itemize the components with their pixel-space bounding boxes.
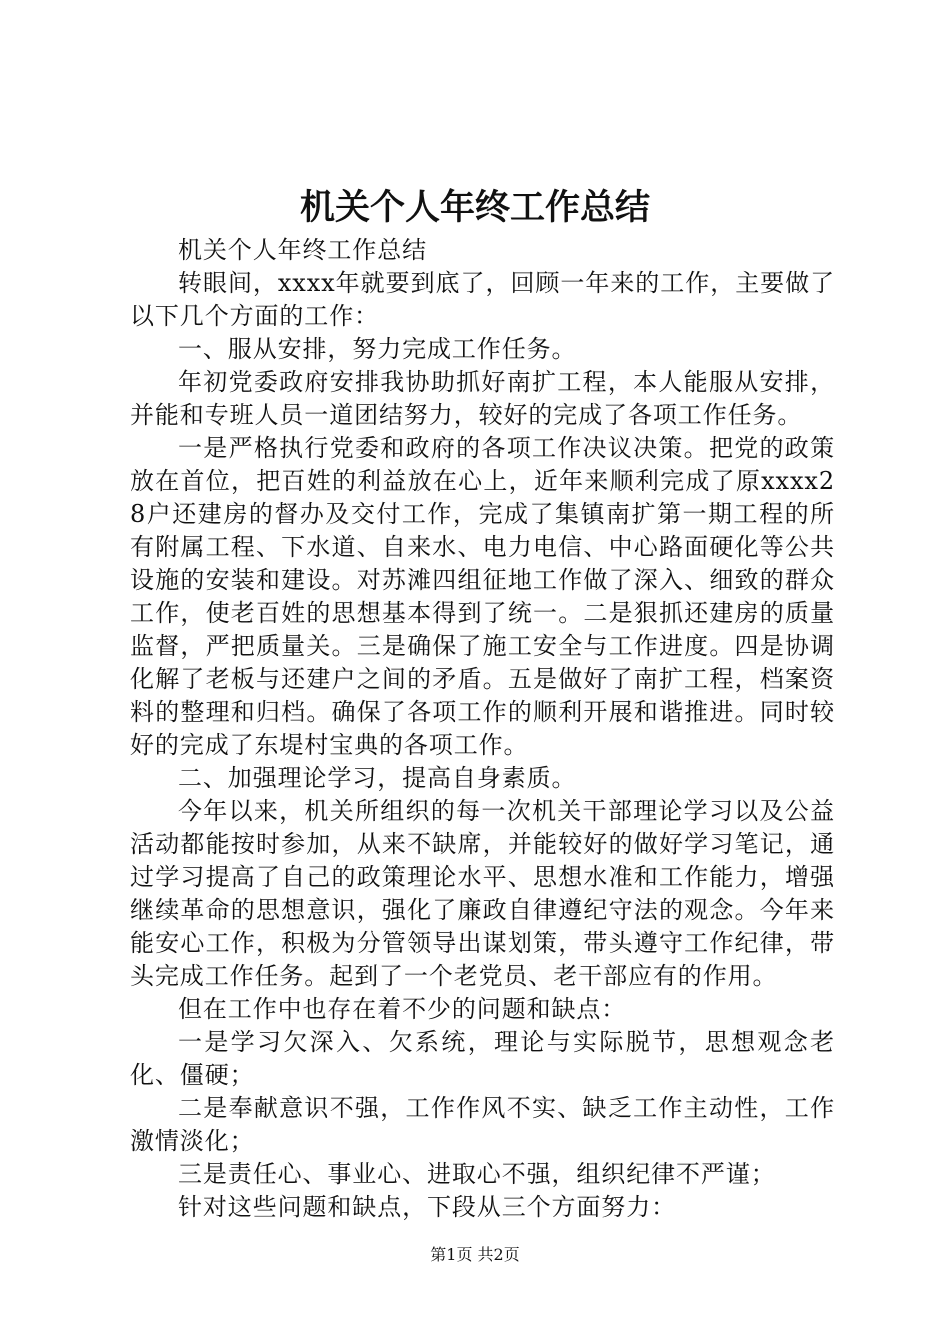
paragraph: 年初党委政府安排我协助抓好南扩工程，本人能服从安排，并能和专班人员一道团结努力，较好的完成了各项工作任务。 xyxy=(130,368,835,429)
paragraph: 机关个人年终工作总结 xyxy=(178,236,427,264)
list-item: 三是责任心、事业心、进取心不强，组织纪律不严谨； xyxy=(178,1160,776,1188)
page-footer: 第1页 共2页 xyxy=(430,1245,520,1264)
list-item: 一是学习欠深入、欠系统，理论与实际脱节，思想观念老化、僵硬； xyxy=(130,1028,835,1089)
paragraph: 转眼间，xxxx年就要到底了，回顾一年来的工作，主要做了以下几个方面的工作： xyxy=(130,269,835,330)
section-heading: 一、服从安排，努力完成工作任务。 xyxy=(178,335,577,363)
paragraph: 一是严格执行党委和政府的各项工作决议决策。把党的政策放在首位，把百姓的利益放在心上，近年来顺利完成了原xxxx28户还建房的督办及交付工作，完成了集镇南扩第一期工程的所有附属工程、下水道、自来水、电力电信、中心路面硬化等公共设施的安装和建设。对苏滩四组征地工作做了深入、细致的群众工作，使老百姓的思想基本得到了统一。二是狠抓还建房的质量监督，严把质量关。三是确保了施工安全与工作进度。四是协调化解了老板与还建户之间的矛盾。五是做好了南扩工程，档案资料的整理和归档。确保了各项工作的顺利开展和谐推进。同时较好的完成了东堤村宝典的各项工作。 xyxy=(130,434,835,759)
paragraph: 但在工作中也存在着不少的问题和缺点： xyxy=(178,995,627,1023)
paragraph: 针对这些问题和缺点，下段从三个方面努力： xyxy=(178,1193,676,1221)
document-body xyxy=(130,234,835,1224)
document-title: 机关个人年终工作总结 xyxy=(299,187,650,228)
paragraph: 今年以来，机关所组织的每一次机关干部理论学习以及公益活动都能按时参加，从来不缺席，并能较好的做好学习笔记，通过学习提高了自己的政策理论水平、思想水准和工作能力，增强继续革命的思想意识，强化了廉政自律遵纪守法的观念。今年来能安心工作，积极为分管领导出谋划策，带头遵守工作纪律，带头完成工作任务。起到了一个老党员、老干部应有的作用。 xyxy=(130,797,835,990)
section-heading: 二、加强理论学习，提高自身素质。 xyxy=(178,764,577,792)
list-item: 二是奉献意识不强，工作作风不实、缺乏工作主动性，工作激情淡化； xyxy=(130,1094,835,1155)
